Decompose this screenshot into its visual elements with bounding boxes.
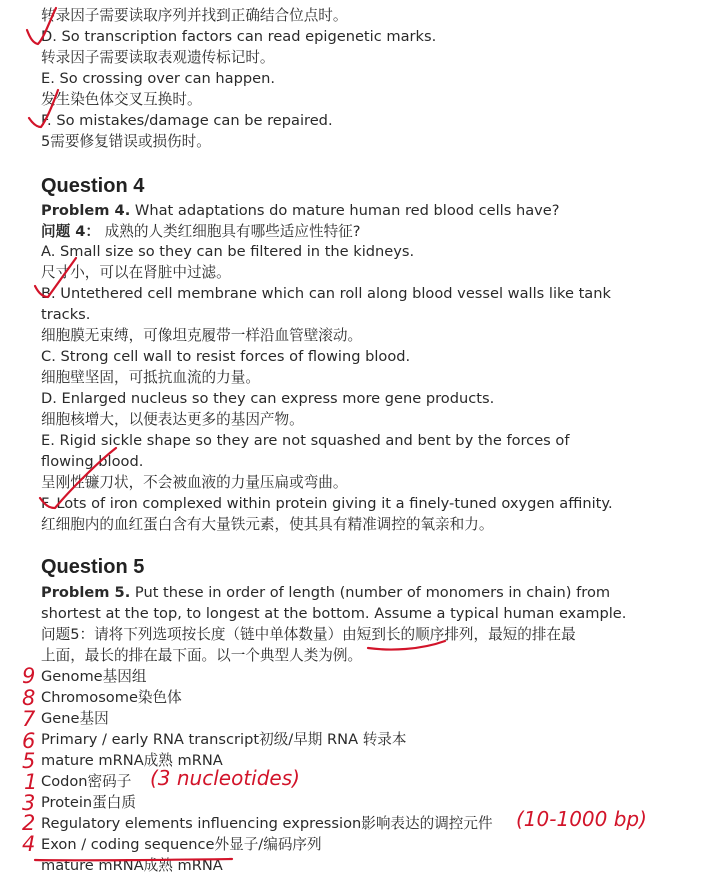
checkmark-f xyxy=(29,90,58,127)
strike-last-item xyxy=(35,859,232,860)
rank-gene: 7 xyxy=(22,707,36,731)
q5-problem-text-1: Put these in order of length (number of monomers in chain) from xyxy=(130,584,611,601)
checkmark-q4-b xyxy=(35,258,76,297)
q4-option-c-cn: 细胞壁坚固，可抵抗血流的力量。 xyxy=(41,369,260,386)
q5-item-exon: Exon / coding sequence外显子/编码序列 xyxy=(41,836,322,853)
rank-codon: 1 xyxy=(24,770,38,794)
q5-item-gene: Gene基因 xyxy=(41,710,109,727)
q4-option-f-cn: 红细胞内的血红蛋白含有大量铁元素，使其具有精准调控的氧亲和力。 xyxy=(41,516,494,533)
q4-option-b: B. Untethered cell membrane which can roll along blood vessel walls like tank xyxy=(41,285,611,302)
q4-option-e-2: flowing blood. xyxy=(41,453,144,470)
rank-chromosome: 8 xyxy=(22,686,36,710)
question-4-heading: Question 4 xyxy=(41,175,145,197)
rank-genome: 9 xyxy=(22,664,36,688)
q4-option-a: A. Small size so they can be filtered in the kidneys. xyxy=(41,243,415,260)
question-5-heading: Question 5 xyxy=(41,556,145,578)
rank-regulatory: 2 xyxy=(22,811,36,835)
underline-short-to-long xyxy=(368,641,445,650)
q5-problem-text-2: shortest at the top, to longest at the bottom. Assume a typical human example. xyxy=(41,605,627,622)
rank-mature: 5 xyxy=(22,749,36,773)
q4-problem-cn-text: 成熟的人类红细胞具有哪些适应性特征? xyxy=(100,223,361,240)
q4-problem-cn-label: 问题 4： xyxy=(41,223,101,240)
option-f: F. So mistakes/damage can be repaired. xyxy=(41,112,333,129)
option-e: E. So crossing over can happen. xyxy=(41,70,275,87)
q5-problem-cn-1: 问题5：请将下列选项按长度（链中单体数量）由短到长的顺序排列，最短的排在最 xyxy=(41,626,576,643)
q5-problem-cn-2: 上面，最长的排在最下面。以一个典型人类为例。 xyxy=(41,647,363,664)
q5-item-primary-rna: Primary / early RNA transcript初级/早期 RNA 转录本 xyxy=(41,731,407,748)
q5-item-codon: Codon密码子 xyxy=(41,773,132,790)
rank-protein: 3 xyxy=(22,791,36,815)
rank-primary: 6 xyxy=(22,729,36,753)
q4-option-e-cn: 呈刚性镰刀状，不会被血液的力量压扁或弯曲。 xyxy=(41,474,348,491)
regulatory-note: (10-1000 bp) xyxy=(516,807,647,831)
q5-item-mature-mrna-2: mature mRNA成熟 mRNA xyxy=(41,857,223,874)
q4-option-c: C. Strong cell wall to resist forces of flowing blood. xyxy=(41,348,411,365)
q4-option-a-cn: 尺寸小，可以在肾脏中过滤。 xyxy=(41,264,231,281)
q4-option-d-cn: 细胞核增大，以便表达更多的基因产物。 xyxy=(41,411,304,428)
option-c-cn: 转录因子需要读取序列并找到正确结合位点时。 xyxy=(41,7,348,24)
option-f-cn: 5需要修复错误或损伤时。 xyxy=(41,133,211,150)
q5-item-regulatory: Regulatory elements influencing expression影响表达的调控元件 xyxy=(41,815,493,832)
q4-problem-text: What adaptations do mature human red blood cells have? xyxy=(130,202,560,219)
q5-problem-label: Problem 5. xyxy=(41,584,131,601)
rank-exon: 4 xyxy=(22,832,36,856)
q5-item-protein: Protein蛋白质 xyxy=(41,794,136,811)
q4-option-b-cn: 细胞膜无束缚，可像坦克履带一样沿血管壁滚动。 xyxy=(41,327,363,344)
option-d: D. So transcription factors can read epigenetic marks. xyxy=(41,28,437,45)
q5-item-genome: Genome基因组 xyxy=(41,668,147,685)
q5-item-mature-mrna: mature mRNA成熟 mRNA xyxy=(41,752,223,769)
q5-item-chromosome: Chromosome染色体 xyxy=(41,689,182,706)
q4-problem-label: Problem 4. xyxy=(41,202,131,219)
checkmark-d xyxy=(27,8,56,44)
checkmark-q4-f xyxy=(40,448,116,508)
q4-option-e: E. Rigid sickle shape so they are not squashed and bent by the forces of xyxy=(41,432,570,449)
q4-option-b-2: tracks. xyxy=(41,306,91,323)
option-e-cn: 发生染色体交叉互换时。 xyxy=(41,91,202,108)
codon-note: (3 nucleotides) xyxy=(150,766,300,790)
q4-option-f: F. Lots of iron complexed within protein giving it a finely-tuned oxygen affinity. xyxy=(41,495,613,512)
option-d-cn: 转录因子需要读取表观遗传标记时。 xyxy=(41,49,275,66)
q4-option-d: D. Enlarged nucleus so they can express more gene products. xyxy=(41,390,495,407)
